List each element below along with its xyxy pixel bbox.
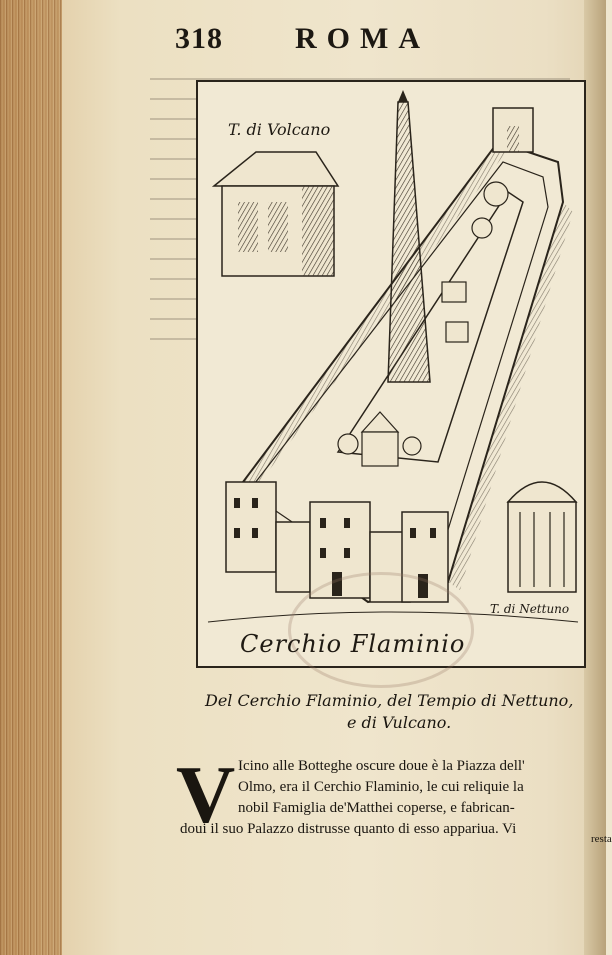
caption-line-1: Del Cerchio Flaminio, del Tempio di Nettuno, xyxy=(205,691,574,710)
label-nettuno: T. di Nettuno xyxy=(490,602,570,616)
plate-caption xyxy=(205,690,595,734)
page-edges xyxy=(0,0,62,955)
running-head xyxy=(175,18,475,58)
body-line: Icino alle Botteghe oscure doue è la Piazza dell' xyxy=(238,758,525,774)
body-line: Olmo, era il Cerchio Flaminio, le cui reliquie la xyxy=(238,779,524,795)
body-line: doui il suo Palazzo distrusse quanto di esso appariua. Vi xyxy=(180,821,517,837)
caption-line-2: e di Vulcano. xyxy=(347,713,452,732)
body-line: nobil Famiglia de'Matthei coperse, e fabrican- xyxy=(238,800,515,816)
body-paragraph xyxy=(176,749,612,852)
engraving-plate xyxy=(196,80,586,668)
label-cerchio: Cerchio Flaminio xyxy=(240,630,466,658)
running-title: ROMA xyxy=(295,22,430,55)
drop-cap: V xyxy=(176,749,236,840)
catchword: resta xyxy=(591,833,612,845)
label-vulcano: T. di Volcano xyxy=(228,120,331,139)
page-number: 318 xyxy=(175,22,223,55)
